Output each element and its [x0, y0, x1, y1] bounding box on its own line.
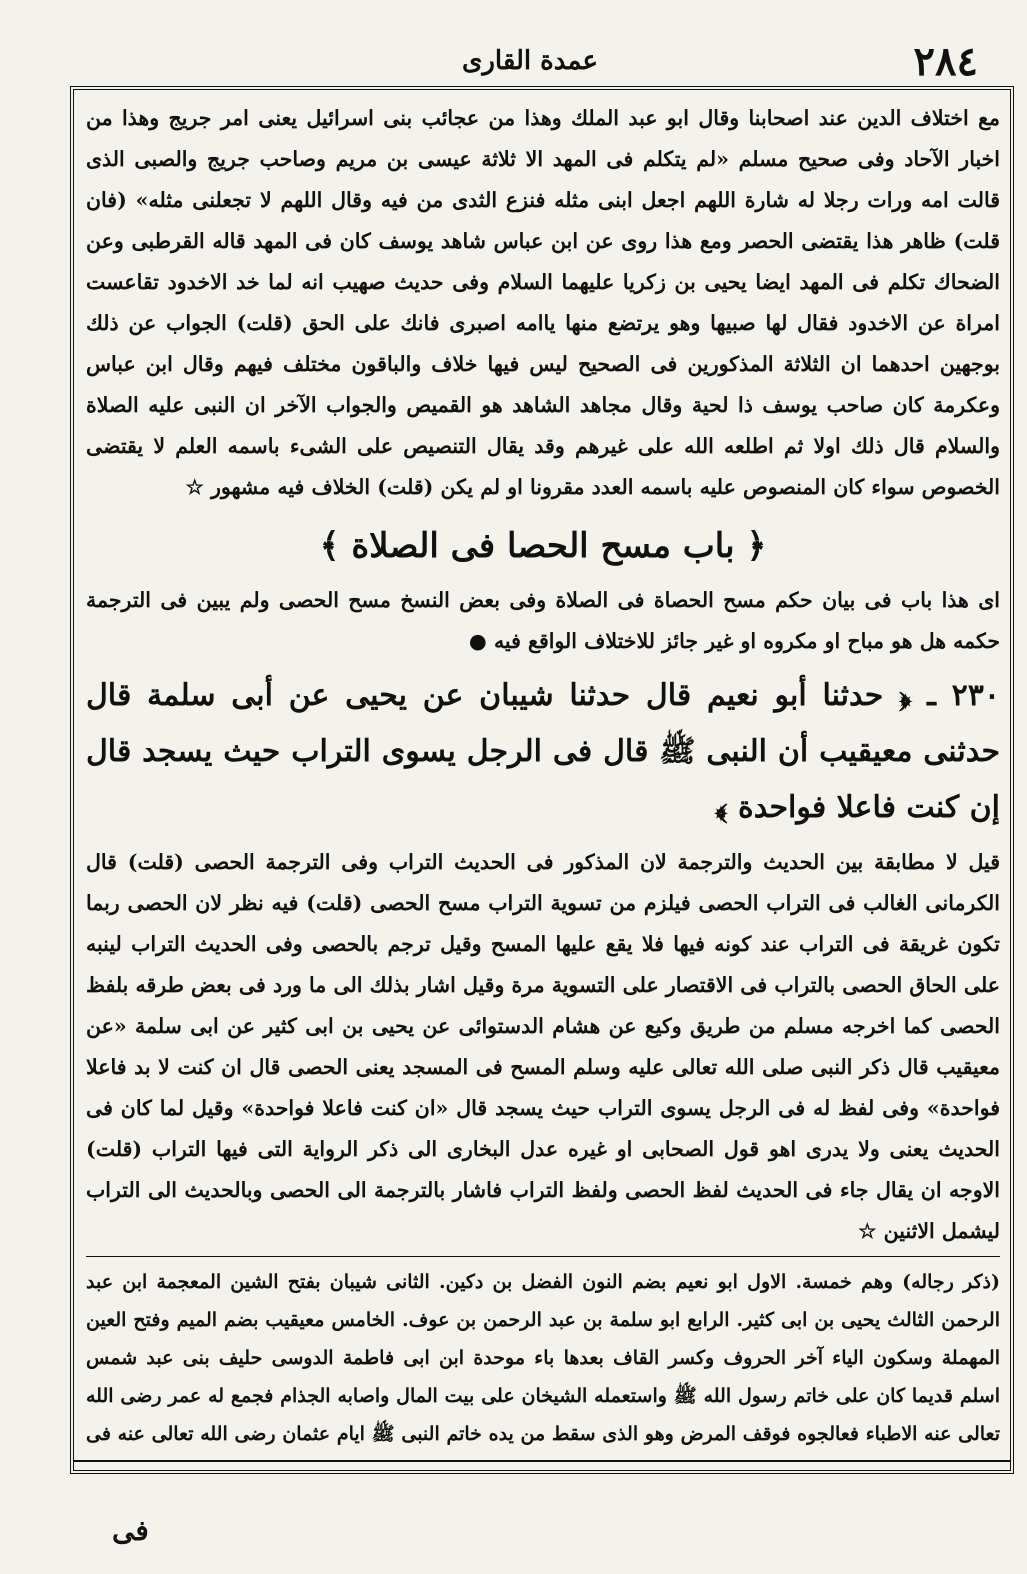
commentary-paragraph-1: مع اختلاف الدين عند اصحابنا وقال ابو عبد الملك وهذا من عجائب بنى اسرائيل يعنى امر جريج وهذا من اخبار الآحاد وفى صحيح مسلم «لم يتكلم فى المهد الا ثلاثة عيسى بن مريم وصاحب جريج والصبى الذى قالت امه ورات رجلا له شارة اللهم اجعل ابنى مثله فنزع الثدى من فيه وقال اللهم لا تجعلنى مثله» (فان قلت) ظاهر هذا يقتضى الحصر ومع هذا روى عن ابن عباس شاهد يوسف كان فى المهد قاله القرطبى وعن الضحاك تكلم فى المهد ايضا يحيى بن زكريا عليهما السلام وفى حديث صهيب انه لما خد الاخدود تقاعست امراة عن الاخدود فقال لها صبيها وهو يرتضع منها ياامه اصبرى فانك على الحق (قلت) الجواب عن ذلك بوجهين احدهما ان الثلاثة المذكورين فى الصحيح ليس فيها خلاف والباقون مختلف فيهم وقال ابن عباس وعكرمة كان صاحب يوسف ذا لحية وقال مجاهد الشاهد هو القميص والجواب الآخر ان النبى عليه الصلاة والسلام قال ذلك اولا ثم اطلعه الله على غيرهم وقد يقال التنصيص على الشىء باسمه العلم لا يقتضى الخصوص سواء كان المنصوص عليه باسمه العدد مقرونا او لم يكن (قلت) الخلاف فيه مشهور ☆: [86, 106, 1000, 499]
running-title: عمدة القارى: [462, 46, 598, 76]
chapter-explanation: اى هذا باب فى بيان حكم مسح الحصاة فى الصلاة وفى بعض النسخ مسح الحصى ولم يبين فى الترجمة حكمه هل هو مباح او مكروه او غير جائز للاختلاف الواقع فيه ●: [86, 588, 1000, 653]
catchword: فى: [112, 1514, 149, 1547]
hadith-text-block: [86, 668, 1000, 836]
narrators-paragraph: (ذكر رجاله) وهم خمسة. الاول ابو نعيم بضم النون الفضل بن دكين. الثانى شيبان بفتح الشين المعجمة ابن عبد الرحمن الثالث يحيى بن ابى كثير. الرابع ابو سلمة بن عبد الرحمن بن عوف. الخامس معيقيب بضم الميم وفتح العين المهملة وسكون الياء آخر الحروف وكسر القاف بعدها باء موحدة ابن ابى فاطمة الدوسى حليف بنى عبد شمس اسلم قديما كان على خاتم رسول الله ﷺ واستعمله الشيخان على بيت المال واصابه الجذام فجمع له عمر رضى الله تعالى عنه الاطباء فعالجوه فوقف المرض وهو الذى سقط من يده خاتم النبى ﷺ ايام عثمان رضى الله تعالى عنه فى: [86, 1271, 1000, 1445]
hadith-text: ﴿ حدثنا أبو نعيم قال حدثنا شيبان عن يحيى عن أبى سلمة قال حدثنى معيقيب أن النبى ﷺ قال فى الرجل يسوى التراب حيث يسجد قال إن كنت فاعلا فواحدة ﴾: [86, 678, 1000, 825]
section-divider: [86, 1256, 1000, 1257]
hadith-number: ٢٣٠ ـ: [927, 678, 1000, 713]
page-content: [86, 98, 1000, 1458]
page-number: ٢٨٤: [913, 38, 978, 85]
commentary-paragraph-2: قيل لا مطابقة بين الحديث والترجمة لان المذكور فى الحديث التراب وفى الترجمة الحصى (قلت) قال الكرمانى الغالب فى التراب الحصى فيلزم من تسوية التراب مسح الحصى (قلت) فيه نظر لان الحصى ربما تكون غريقة فى التراب عند كونه فيها فلا يقع عليها المسح وقيل ترجم بالحصى وفى الحديث التراب لينبه على الحاق الحصى بالتراب فى الاقتصار على التسوية مرة وقيل اشار بذلك الى ما ورد فى بعض طرقه بلفظ الحصى كما اخرجه مسلم من طريق وكيع عن هشام الدستوائى عن يحيى بن ابى كثير عن ابى سلمة «عن معيقيب قال ذكر النبى صلى الله تعالى عليه وسلم المسح فى المسجد يعنى الحصى قال ان كنت لا بد فاعلا فواحدة» وفى لفظ له فى الرجل يسوى التراب حيث يسجد قال «ان كنت فاعلا فواحدة» وقيل لما كان فى الحديث يعنى ولا يدرى اهو قول الصحابى او غيره عدل البخارى الى ذكر الرواية التى فيها التراب (قلت) الاوجه ان يقال جاء فى الحديث لفظ الحصى ولفظ التراب فاشار بالترجمة الى الحصى وبالحديث الى التراب ليشمل الاثنين ☆: [86, 850, 1000, 1243]
frame-bottom-rule: [74, 1460, 1010, 1462]
chapter-title: ﴿ باب مسح الحصا فى الصلاة ﴾: [319, 526, 767, 566]
page-header: [60, 38, 1000, 85]
